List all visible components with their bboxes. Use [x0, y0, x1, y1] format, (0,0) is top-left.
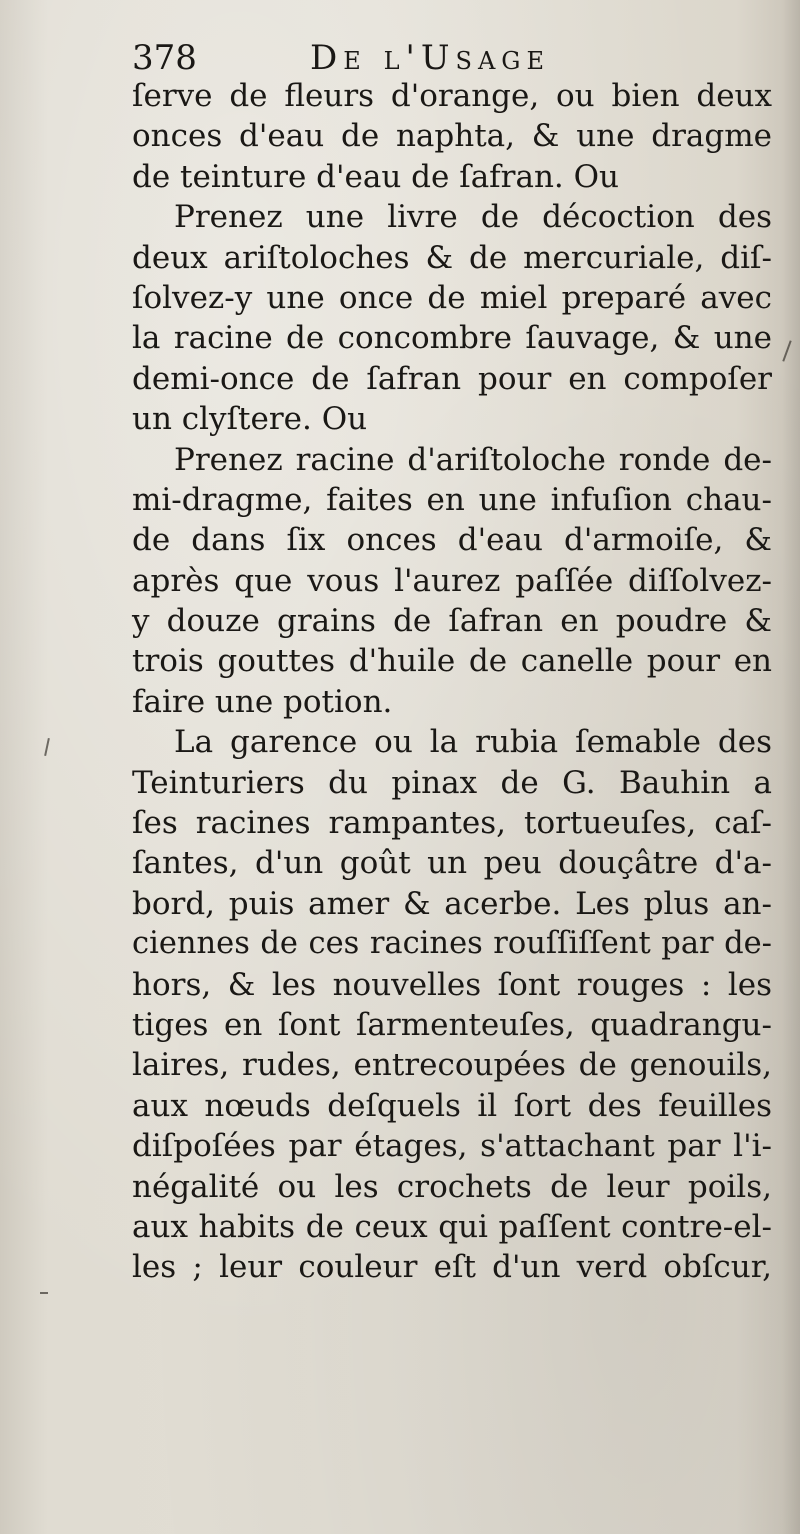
text-line: hors, & les nouvelles ſont rouges : les [132, 966, 772, 1003]
text-line: la racine de concombre ſauvage, & une [132, 320, 772, 357]
text-line: après que vous l'aurez paſſée diſſolvez- [132, 562, 772, 599]
text-line: de teinture d'eau de ſafran. Ou [132, 158, 620, 195]
text-line: Teinturiers du pinax de G. Bauhin a [132, 764, 772, 801]
text-line: mi-dragme, faites en une infuſion chau- [132, 481, 772, 518]
text-line: ſes racines rampantes, tortueuſes, caſ- [132, 805, 772, 842]
text-line: aux nœuds deſquels il ſort des feuilles [132, 1087, 772, 1124]
running-head: De l'Usage [310, 38, 550, 78]
text-line: demi-once de ſafran pour en compoſer [132, 360, 772, 397]
text-line: Prenez racine d'ariſtoloche ronde de- [174, 441, 772, 478]
text-line: trois gouttes d'huile de canelle pour en [132, 643, 772, 680]
text-line: bord, puis amer & acerbe. Les plus an- [132, 885, 772, 922]
text-line: Prenez une livre de décoction des [174, 199, 772, 236]
text-line: ſantes, d'un goût un peu douçâtre d'a- [132, 845, 772, 882]
page-edge-shadow [782, 0, 800, 1534]
text-line: laires, rudes, entrecoupées de genouils, [132, 1047, 772, 1084]
text-line: faire une potion. [132, 683, 393, 720]
text-line: La garence ou la rubia ſemable des [174, 724, 772, 761]
text-line: ſolvez-y une once de miel preparé avec [132, 279, 772, 316]
margin-mark [44, 738, 50, 756]
text-line: y douze grains de ſafran en poudre & [132, 603, 772, 640]
text-line: négalité ou les crochets de leur poils, [132, 1168, 772, 1205]
text-line: diſpoſées par étages, s'attachant par l'i- [132, 1128, 772, 1165]
body-text [132, 76, 772, 1288]
text-line: tiges en ſont ſarmenteuſes, quadrangu- [132, 1006, 772, 1043]
margin-mark [40, 1292, 48, 1294]
text-line: les ; leur couleur eſt d'un verd obſcur, [132, 1249, 772, 1286]
page-number: 378 [132, 38, 197, 78]
text-line: un clyſtere. Ou [132, 401, 368, 438]
text-line: de dans ſix onces d'eau d'armoiſe, & [132, 522, 772, 559]
text-line: aux habits de ceux qui paſſent contre-el- [132, 1208, 772, 1245]
text-line: deux ariſtoloches & de mercuriale, diſ- [132, 239, 772, 276]
text-line: ſerve de fleurs d'orange, ou bien deux [132, 78, 772, 114]
text-line: ciennes de ces racines rouſſiſſent par de- [132, 926, 772, 962]
text-line: onces d'eau de naphta, & une dragme [132, 118, 772, 155]
